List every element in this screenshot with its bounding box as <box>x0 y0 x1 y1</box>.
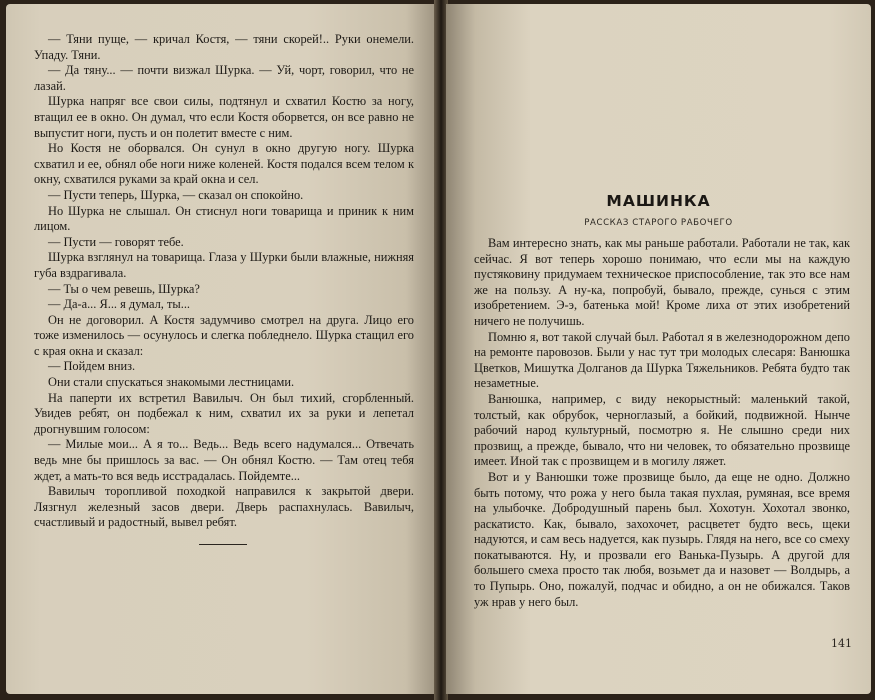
paragraph: Вавилыч торопливой походкой направился к закрытой двери. Лязгнул железный засов двери. Дверь распахнулась. Вавилыч, счастливый и радостный, вывел ребят. <box>34 484 414 530</box>
story-subtitle: РАССКАЗ СТАРОГО РАБОЧЕГО <box>584 218 733 228</box>
left-page <box>6 4 436 694</box>
paragraph: Шурка взглянул на товарища. Глаза у Шурки были влажные, нижняя губа вздрагивала. <box>34 250 414 280</box>
right-page <box>446 4 871 694</box>
paragraph: — Да-а... Я... я думал, ты... <box>48 297 191 312</box>
paragraph: — Милые мои... А я то... Ведь... Ведь всего надумался... Отвечать ведь мне бы пришлось за вас. — Он обнял Костю. — Там отец тебя ждет, а мать-то вся ведь исстрадалась. Пойдемте... <box>34 437 414 483</box>
paragraph: Он не договорил. А Костя задумчиво смотрел на друга. Лицо его тоже изменилось — осунулось и слегка побледнело. Шурка стащил его с края окна и сказал: <box>34 312 414 358</box>
paragraph: Ванюшка, например, с виду некорыстный: маленький такой, толстый, как обрубок, черноглазый, а бойкий, подвижной. Нынче рабочий народ культурный, посмотрю я. Не слышно среди них прозвищ, а прежде, бывало, что ни человек, то обязательно прозвище имеет. Иной так с прозвищем и в могилу ляжет. <box>474 391 850 469</box>
paragraph: — Да тяну... — почти визжал Шурка. — Уй, чорт, говорил, что не лазай. <box>34 63 414 93</box>
paragraph: — Пусти — говорят тебе. <box>48 234 184 249</box>
left-page-text <box>34 32 414 531</box>
right-page-text <box>474 236 850 610</box>
paragraph: Но Костя не оборвался. Он сунул в окно другую ногу. Шурка схватил и ее, обнял обе ноги ниже коленей. Костя подался всем телом к окну, схватился руками за край окна и сел. <box>34 141 414 187</box>
paragraph: — Пусти теперь, Шурка, — сказал он спокойно. <box>48 187 304 202</box>
page-number: 141 <box>831 637 852 650</box>
paragraph: — Пойдем вниз. <box>48 359 136 374</box>
paragraph: Шурка напряг все свои силы, подтянул и схватил Костю за ногу, втащил ее в окно. Он думал, что если Костя оборвется, он все равно не выпустит ноги, пусть и он полетит вместе с ним. <box>34 94 414 140</box>
paragraph: — Ты о чем ревешь, Шурка? <box>48 281 200 296</box>
paragraph: Помню я, вот такой случай был. Работал я в железнодорожном депо на ремонте паровозов. Были у нас тут три молодых слесаря: Ванюшка Цветков, Мишутка Долганов да Шурка Тяжельников. Ребята будто так незаметные. <box>474 329 850 391</box>
paragraph: — Тяни пуще, — кричал Костя, — тяни скорей!.. Руки онемели. Упаду. Тяни. <box>34 32 414 62</box>
paragraph: Они стали спускаться знакомыми лестницами. <box>48 375 295 390</box>
story-title: МАШИНКА <box>606 192 711 210</box>
section-divider <box>199 544 247 545</box>
paragraph: Вам интересно знать, как мы раньше работали. Работали не так, как сейчас. Я вот теперь хорошо понимаю, что если мы на каждую пустяковину придумаем техническое приспособление, так это все нам же на пользу. А ну-ка, попробуй, бывало, прежде, сунься с этим изобретением. Э-э, батенька мой! Кроме лиха от этих изобретений ничего не получишь. <box>474 236 850 328</box>
paragraph: Но Шурка не слышал. Он стиснул ноги товарища и приник к ним лицом. <box>34 203 414 234</box>
paragraph: На паперти их встретил Вавилыч. Он был тихий, сгорбленный. Увидев ребят, он подбежал к ним, схватил их за руки и лепетал дрогнувшим голосом: <box>34 390 414 436</box>
paragraph: Вот и у Ванюшки тоже прозвище было, да еще не одно. Должно быть потому, что рожа у него была такая пухлая, румяная, все время на улыбочке. Добродушный парень был. Хохотун. Хохотал звонко, раскатисто. Как, бывало, захохочет, расцветет будто весь, щеки надуются, и сам весь надуется, как пузырь. Глядя на него, все со смеху покатываются. Ну, и прозвали его Ванька-Пузырь. А другой для большего смеха просто так любя, возьмет да и назовет — Волдырь, а то Пупырь. Оно, пожалуй, подчас и обидно, а он не обижался. Таков уж нрав у него был. <box>474 469 850 609</box>
